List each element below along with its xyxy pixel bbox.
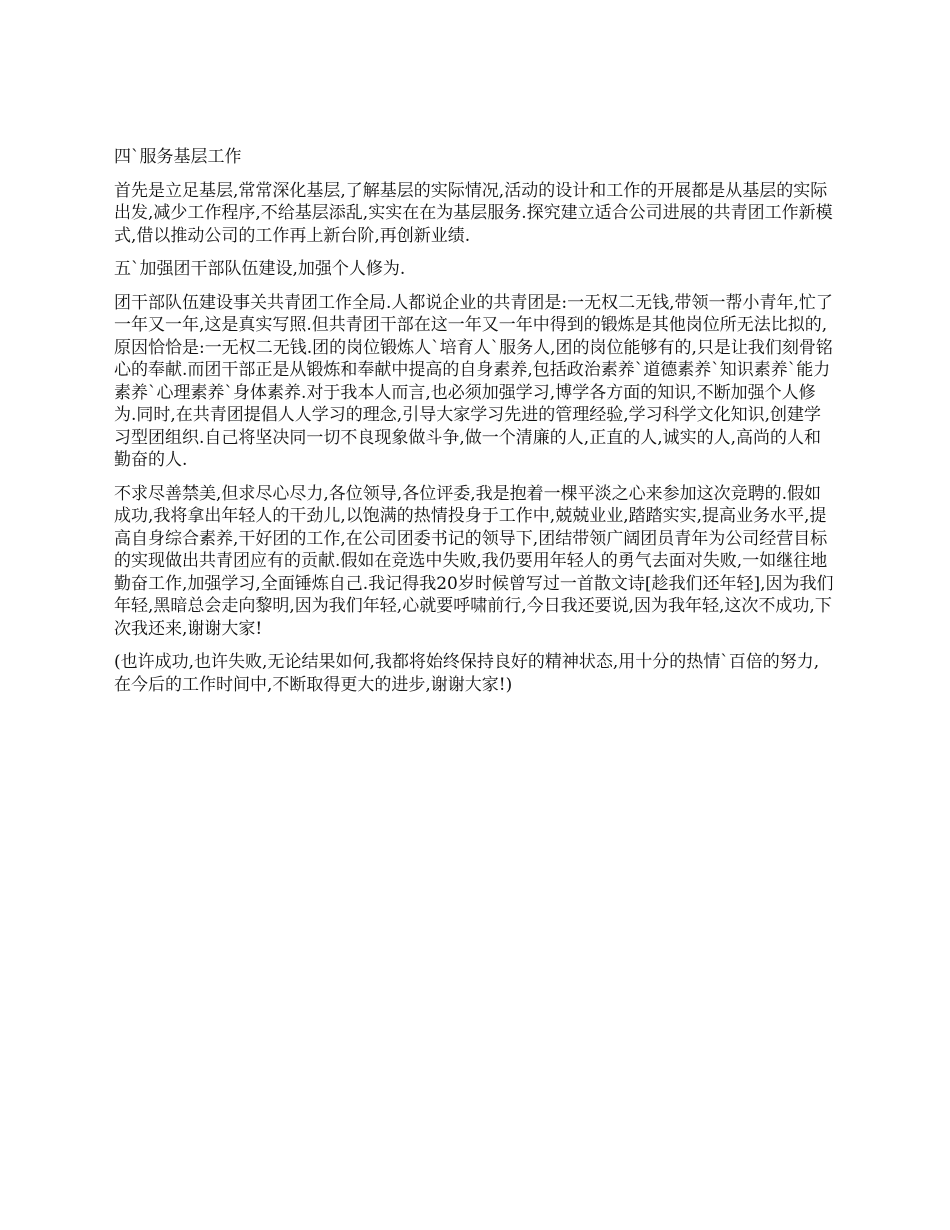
paragraph-cadre-building: 团干部队伍建设事关共青团工作全局.人都说企业的共青团是:一无权二无钱,带领一帮小青年,忙了一年又一年,这是真实写照.但共青团干部在这一年又一年中得到的锻炼是其他岗位所无法比拟的,原因恰恰是:一无权二无钱.团的岗位锻炼人`培育人`服务人,团的岗位能够有的,只是让我们刻骨铭心的奉献.而团干部正是从锻炼和奉献中提高的自身素养,包括政治素养`道德素养`知识素养`能力素养`心理素养`身体素养.对于我本人而言,也必须加强学习,博学各方面的知识,不断加强个人修为.同时,在共青团提倡人人学习的理念,引导大家学习先进的管理经验,学习科学文化知识,创建学习型团组织.自己将坚决同一切不良现象做斗争,做一个清廉的人,正直的人,诚实的人,高尚的人和勤奋的人. bbox=[114, 292, 833, 470]
section-heading-serve-grassroots: 四`服务基层工作 bbox=[114, 147, 242, 167]
paragraph-final-remarks: (也许成功,也许失败,无论结果如何,我都将始终保持良好的精神状态,用十分的热情`百倍的努力,在今后的工作时间中,不断取得更大的进步,谢谢大家!) bbox=[114, 652, 820, 695]
paragraph-campaign-closing: 不求尽善禁美,但求尽心尽力,各位领导,各位评委,我是抱着一棵平淡之心来参加这次竞聘的.假如成功,我将拿出年轻人的干劲儿,以饱满的热情投身于工作中,兢兢业业,踏踏实实,提高业务水平,提高自身综合素养,干好团的工作,在公司团委书记的领导下,团结带领广阔团员青年为公司经营目标的实现做出共青团应有的贡献.假如在竞选中失败,我仍要用年轻人的勇气去面对失败,一如继往地勤奋工作,加强学习,全面锤炼自己.我记得我20岁时候曾写过一首散文诗[趁我们还年轻],因为我们年轻,黑暗总会走向黎明,因为我们年轻,心就要呼啸前行,今日我还要说,因为我年轻,这次不成功,下次我还来,谢谢大家! bbox=[114, 483, 834, 639]
paragraph-grassroots-work: 首先是立足基层,常常深化基层,了解基层的实际情况,活动的设计和工作的开展都是从基层的实际出发,减少工作程序,不给基层添乱,实实在在为基层服务.探究建立适合公司进展的共青团工作新模式,借以推动公司的工作再上新台阶,再创新业绩. bbox=[114, 180, 833, 246]
section-heading-cadre-building: 五`加强团干部队伍建设,加强个人修为. bbox=[114, 259, 406, 279]
